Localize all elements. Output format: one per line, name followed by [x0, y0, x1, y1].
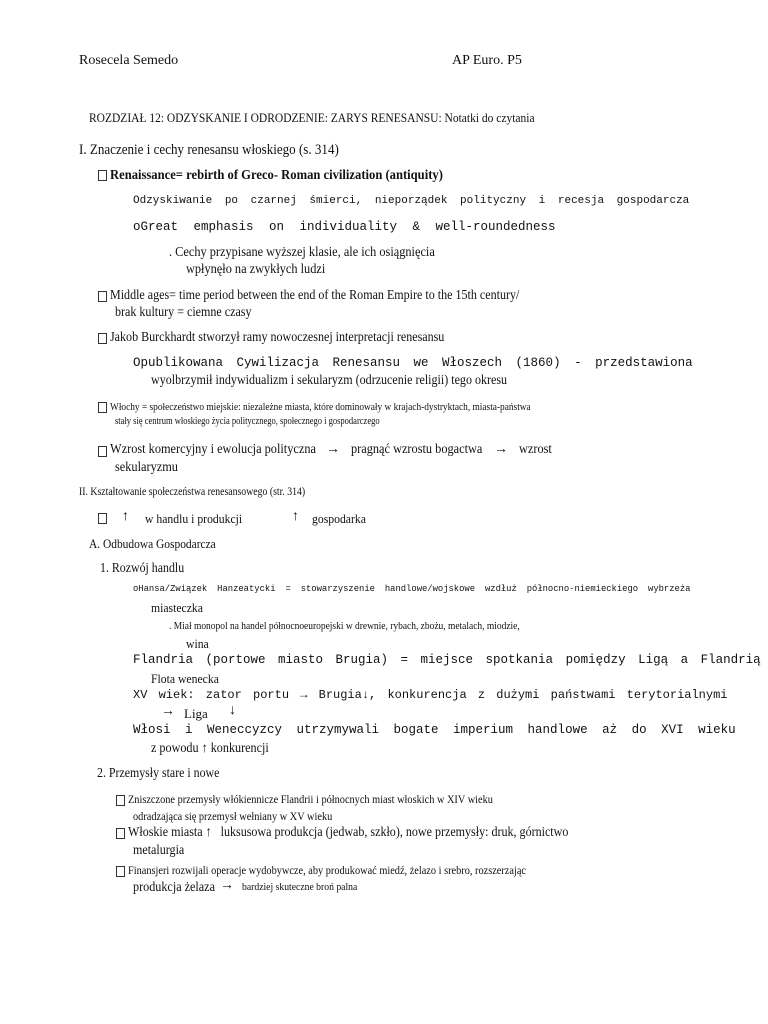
italy-line-2: stały się centrum włoskiego życia politycznego, społecznego i gospodarczego: [115, 416, 380, 427]
upper-class-line-2: wpłynęło na zwykłych ludzi: [186, 262, 326, 277]
competition-line: z powodu ↑ konkurencji: [151, 740, 269, 755]
bullet-box-icon: [116, 866, 125, 877]
bullet-box-icon: [98, 402, 107, 413]
middle-ages-line-1: Middle ages= time period between the end of the Roman Empire to the 15th century/: [110, 288, 520, 303]
towns-line: miasteczka: [151, 600, 203, 615]
arrow-right-icon: →: [494, 442, 508, 457]
monopoly-line-2: wina: [186, 636, 209, 651]
section-1-heading: I. Znaczenie i cechy renesansu włoskiego (s. 314): [79, 142, 339, 158]
renaissance-definition: Renaissance= rebirth of Greco- Roman civilization (antiquity): [110, 168, 443, 183]
arrow-right-icon: →: [326, 442, 340, 457]
down-arrow-icon: ↓: [229, 703, 236, 718]
venetian-fleet: Flota wenecka: [151, 671, 219, 686]
italy-line-1: Włochy = społeczeństwo miejskie: niezależne miasta, które dominowały w krajach-dystryktach, miasta-państwa: [110, 401, 531, 413]
up-arrow-icon: ↑: [122, 509, 129, 524]
chapter-title: ROZDZIAŁ 12: ODZYSKANIE I ODRODZENIE: ZARYS RENESANSU: Notatki do czytania: [89, 111, 535, 125]
subsection-a: A. Odbudowa Gospodarcza: [89, 536, 216, 551]
bullet-box-icon: [98, 170, 107, 181]
published-line-2: wyolbrzymił indywidualizm i sekularyzm (odrzucenie religii) tego okresu: [151, 373, 508, 388]
economy-label: gospodarka: [312, 511, 366, 526]
burckhardt-line: Jakob Burckhardt stworzył ramy nowoczesnej interpretacji renesansu: [110, 330, 445, 345]
bullet-box-icon: [98, 333, 107, 344]
financiers-line-2c: bardziej skuteczne broń palna: [242, 881, 358, 893]
bullet-box-icon: [98, 291, 107, 302]
bullet-box-icon: [116, 795, 125, 806]
destroyed-line-2: odradzająca się przemysł wełniany w XV wieku: [133, 809, 333, 823]
growth-line-b: pragnąć wzrostu bogactwa: [351, 442, 483, 457]
bullet-box-icon: [98, 446, 107, 457]
course-label: AP Euro. P5: [452, 53, 522, 68]
published-line-1: Opublikowana Cywilizacja Renesansu we Włoszech (1860) - przedstawiona: [133, 356, 693, 370]
section-2-heading: II. Kształtowanie społeczeństwa renesansowego (str. 314): [79, 486, 306, 498]
upper-class-line-1: . Cechy przypisane wyższej klasie, ale ich osiągnięcia: [169, 245, 435, 260]
monopoly-line-1: . Miał monopol na handel północnoeuropejski w drewnie, rybach, zbożu, metalach, miodzie,: [169, 620, 520, 632]
growth-line-a: Wzrost komercyjny i ewolucja polityczna: [110, 442, 316, 457]
financiers-line-1: Finansjeri rozwijali operacje wydobywcze, aby produkować miedź, żelazo i srebro, rozszerzając: [128, 863, 527, 877]
financiers-line-2a: produkcja żelaza: [133, 879, 215, 894]
subsection-a1: 1. Rozwój handlu: [100, 560, 185, 575]
arrow-right-icon: →: [220, 878, 234, 893]
mono-line-individuality: oGreat emphasis on individuality & well-roundedness: [133, 220, 556, 234]
middle-ages-line-2: brak kultury = ciemne czasy: [115, 305, 252, 320]
student-name: Rosecela Semedo: [79, 53, 179, 68]
hansa-line: oHansa/Związek Hanzeatycki = stowarzyszenie handlowe/wojskowe wzdłuż północno-niemieckiego wybrzeża: [133, 583, 691, 594]
up-arrow-icon: ↑: [292, 509, 299, 524]
italian-cities-line-1: Włoskie miasta ↑ luksusowa produkcja (jedwab, szkło), nowe przemysły: druk, górnictwo: [128, 825, 569, 840]
bullet-box-icon: [116, 828, 125, 839]
trade-production: w handlu i produkcji: [145, 511, 243, 526]
xv-century-line: XV wiek: zator portu → Brugia↓, konkurencja z dużymi państwami terytorialnymi: [133, 688, 728, 702]
growth-line-c: wzrost: [519, 442, 552, 457]
league-label: Liga: [184, 706, 208, 721]
bullet-box-icon: [98, 513, 107, 524]
arrow-right-icon: →: [161, 704, 175, 719]
subsection-a2: 2. Przemysły stare i nowe: [97, 765, 220, 780]
flanders-line: Flandria (portowe miasto Brugia) = miejsce spotkania pomiędzy Ligą a Flandrią: [133, 653, 761, 667]
mono-line-recovery: Odzyskiwanie po czarnej śmierci, nieporządek polityczny i recesja gospodarcza: [133, 195, 690, 207]
italians-line: Włosi i Weneccyzcy utrzymywali bogate imperium handlowe aż do XVI wieku: [133, 723, 736, 737]
italian-cities-line-2: metalurgia: [133, 843, 185, 858]
growth-line-2: sekularyzmu: [115, 460, 178, 475]
destroyed-line-1: Zniszczone przemysły włókiennicze Flandrii i północnych miast włoskich w XIV wieku: [128, 792, 493, 806]
